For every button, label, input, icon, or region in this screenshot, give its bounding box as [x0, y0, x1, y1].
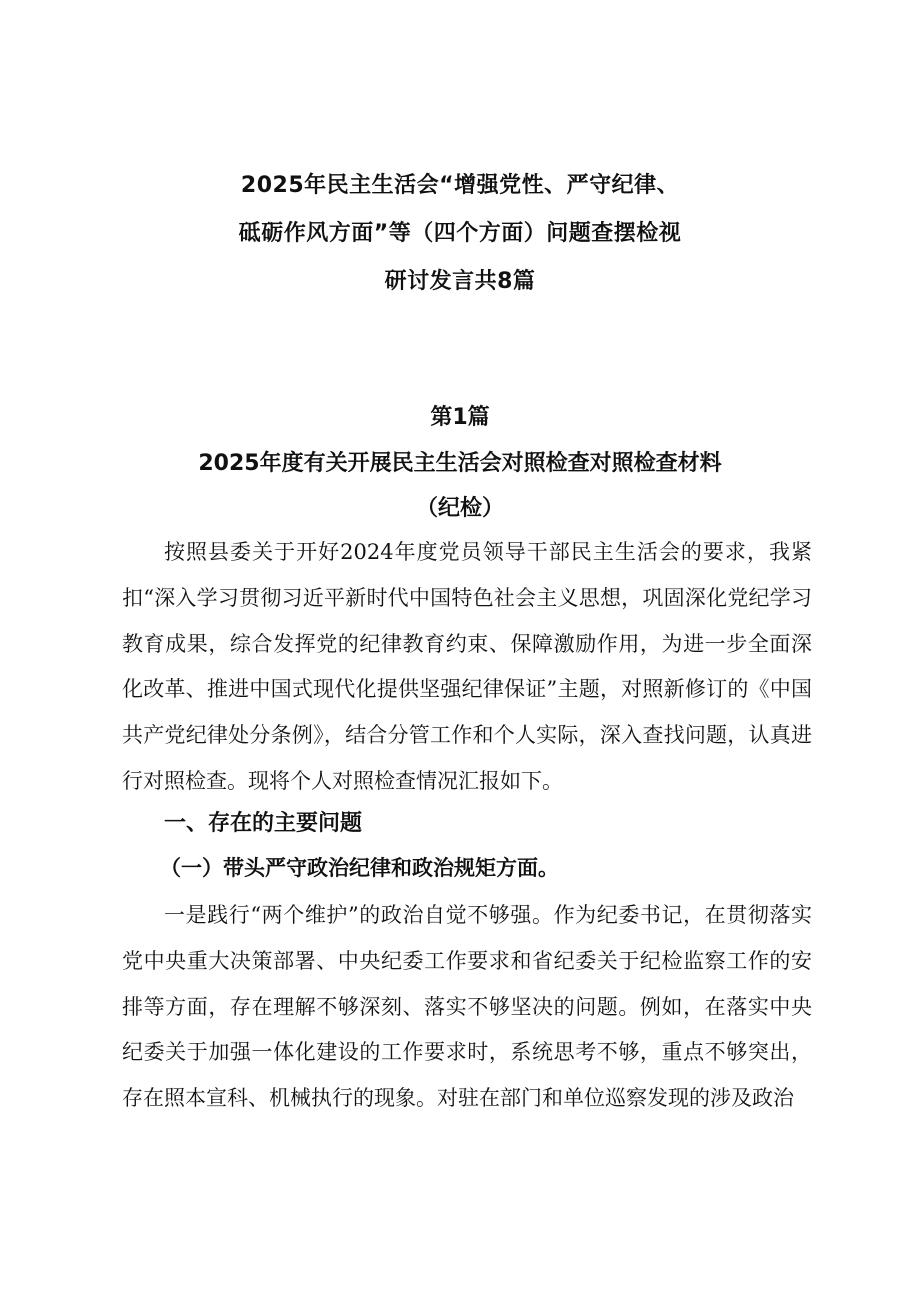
article-subtitle: （纪检）: [415, 496, 504, 521]
document-title-line-2: 砥砺作风方面”等（四个方面）问题查摆检视: [238, 221, 682, 246]
document-title-line-1: 2025年民主生活会“增强党性、严守纪律、: [240, 173, 680, 198]
article-title: 2025年度有关开展民主生活会对照检查对照检查材料: [198, 451, 722, 476]
section-heading: 一、存在的主要问题: [164, 811, 363, 836]
intro-paragraph: 按照县委关于开好2024年度党员领导干部民主生活会的要求，我紧扣“深入学习贯彻习近平新时代中国特色社会主义思想，巩固深化党纪学习教育成果，综合发挥党的纪律教育约束、保障激励作用，为进一步全面深化改革、推进中国式现代化提供坚强纪律保证”主题，对照新修订的《中国共产党纪律处分条例》，结合分管工作和个人实际，深入查找问题，认真进行对照检查。现将个人对照检查情况汇报如下。: [122, 540, 812, 793]
article-label: 第1篇: [430, 405, 490, 430]
subsection-heading: （一）带头严守政治纪律和政治规矩方面。: [160, 855, 559, 880]
document-title-line-3: 研讨发言共8篇: [384, 269, 536, 294]
point-paragraph: 一是践行“两个维护”的政治自觉不够强。作为纪委书记，在贯彻落实党中央重大决策部署、中央纪委工作要求和省纪委关于纪检监察工作的安排等方面，存在理解不够深刻、落实不够坚决的问题。例如，在落实中央纪委关于加强一体化建设的工作要求时，系统思考不够，重点不够突出，存在照本宣科、机械执行的现象。对驻在部门和单位巡察发现的涉及政治: [122, 903, 812, 1111]
